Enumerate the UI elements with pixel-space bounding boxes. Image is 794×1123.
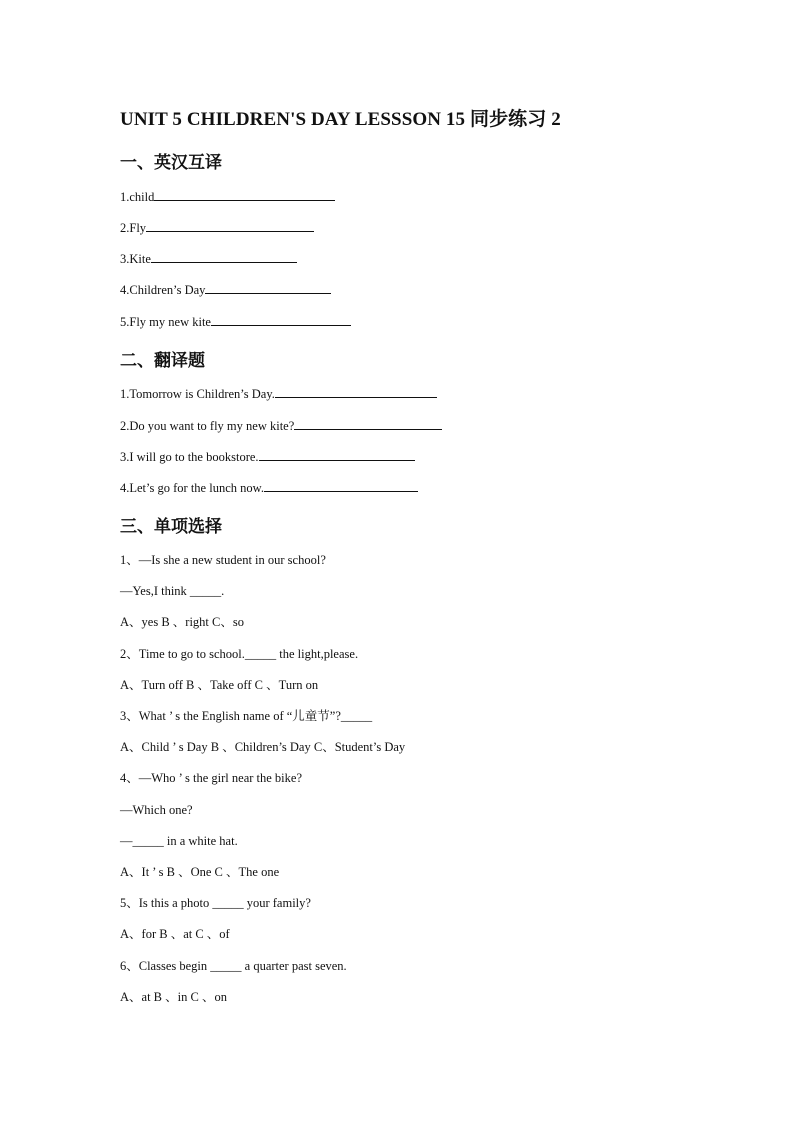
- choice-options: A、for B 、at C 、of: [120, 927, 230, 941]
- answer-line: —Yes,I think _____.: [120, 584, 225, 598]
- question-line: 2、Time to go to school._____ the light,please.: [120, 647, 359, 661]
- list-item: [120, 250, 297, 267]
- section-heading-translation: 一、英汉互译: [120, 153, 222, 172]
- question-line: 4、—Who ’ s the girl near the bike?: [120, 771, 303, 785]
- choice-options: A、Turn off B 、Take off C 、Turn on: [120, 678, 319, 692]
- answer-blank[interactable]: [205, 281, 331, 294]
- answer-line: —_____ in a white hat.: [120, 834, 238, 848]
- item-text: 4.Children’s Day: [120, 283, 206, 297]
- list-item: [120, 219, 314, 236]
- page-title: UNIT 5 CHILDREN'S DAY LESSSON 15 同步练习 2: [120, 109, 561, 130]
- item-text: 3.Kite: [120, 252, 151, 266]
- choice-options: A、at B 、in C 、on: [120, 990, 227, 1004]
- item-text: 4.Let’s go for the lunch now.: [120, 481, 264, 495]
- list-item: [120, 385, 437, 402]
- answer-blank[interactable]: [259, 448, 415, 461]
- item-text: 1.child: [120, 190, 155, 204]
- question-line: 6、Classes begin _____ a quarter past seven.: [120, 959, 347, 973]
- answer-blank[interactable]: [275, 385, 437, 398]
- list-item: [120, 188, 335, 205]
- item-text: 1.Tomorrow is Children’s Day.: [120, 387, 275, 401]
- choice-options: A、yes B 、right C、so: [120, 615, 244, 629]
- item-text: 3.I will go to the bookstore.: [120, 450, 259, 464]
- item-text: 2.Fly: [120, 221, 147, 235]
- answer-blank[interactable]: [264, 479, 418, 492]
- answer-blank[interactable]: [146, 219, 314, 232]
- question-line: 3、What ’ s the English name of “儿童节”?_____: [120, 709, 373, 723]
- choice-options: A、Child ’ s Day B 、Children’s Day C、Student’s Day: [120, 740, 406, 754]
- item-text: 5.Fly my new kite: [120, 315, 211, 329]
- answer-line: —Which one?: [120, 803, 193, 817]
- answer-blank[interactable]: [154, 188, 335, 201]
- section-heading-multiple-choice: 三、单项选择: [120, 517, 222, 536]
- list-item: [120, 479, 418, 496]
- list-item: [120, 313, 351, 330]
- list-item: [120, 417, 442, 434]
- item-text: 2.Do you want to fly my new kite?: [120, 419, 295, 433]
- choice-options: A、It ’ s B 、One C 、The one: [120, 865, 280, 879]
- answer-blank[interactable]: [294, 417, 442, 430]
- question-line: 1、—Is she a new student in our school?: [120, 553, 326, 567]
- list-item: [120, 281, 331, 298]
- section-heading-translation-sentences: 二、翻译题: [120, 351, 205, 370]
- list-item: [120, 448, 415, 465]
- answer-blank[interactable]: [151, 250, 297, 263]
- answer-blank[interactable]: [211, 313, 351, 326]
- question-line: 5、Is this a photo _____ your family?: [120, 896, 311, 910]
